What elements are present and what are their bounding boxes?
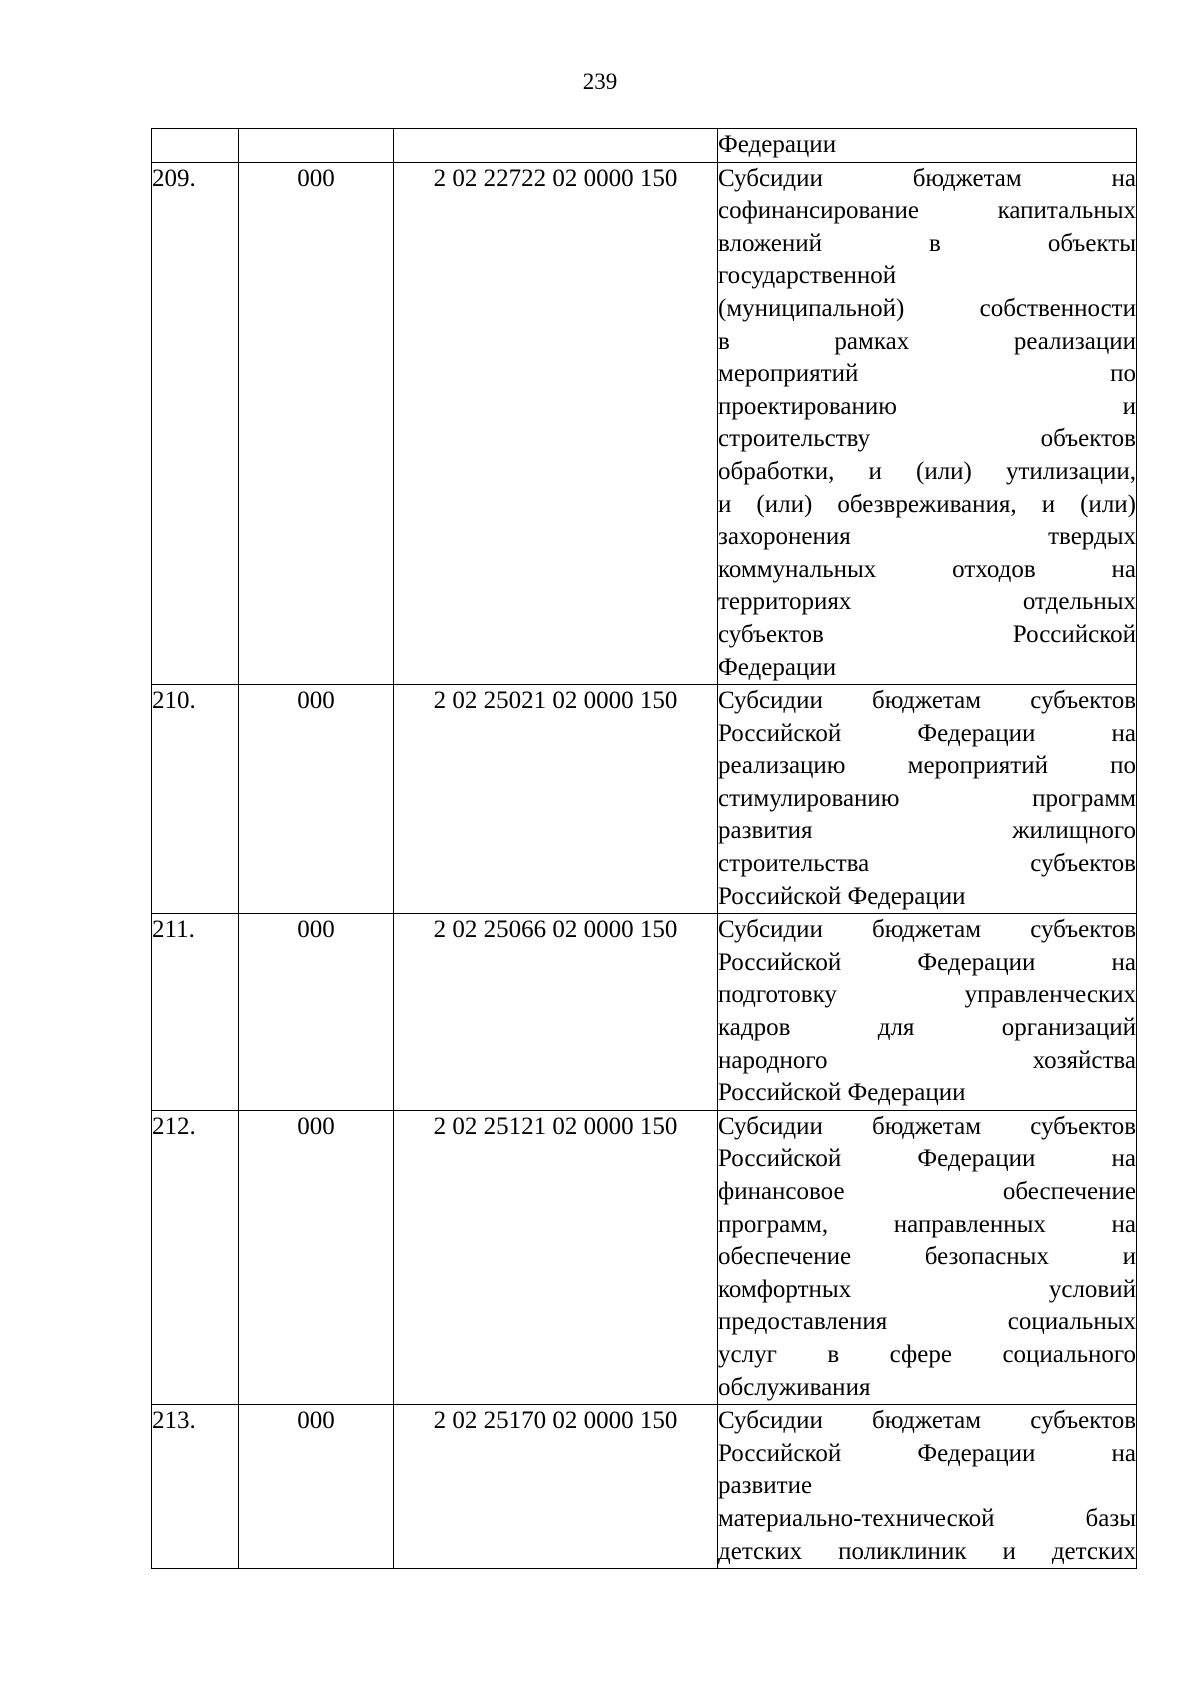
name-line: Российской Федерации	[718, 882, 966, 910]
name-line: развития жилищного	[718, 817, 1136, 845]
admin-code-cell: 000	[239, 1405, 394, 1569]
name-line: государственной	[718, 262, 897, 290]
name-line: Российской Федерации на	[718, 1439, 1136, 1467]
admin-code-cell: 000	[239, 914, 394, 1111]
name-line: (муниципальной) собственности	[718, 294, 1136, 322]
name-line: Российской Федерации на	[718, 719, 1136, 747]
admin-code-cell	[239, 129, 394, 163]
name-line: строительству объектов	[718, 425, 1136, 453]
name-line: детских поликлиник и детских	[718, 1537, 1136, 1565]
name-line: развитие	[718, 1472, 813, 1500]
name-line: материально-технической базы	[718, 1504, 1136, 1532]
row-number-cell	[152, 129, 239, 163]
row-number-cell: 213.	[152, 1405, 239, 1569]
name-line: Субсидии бюджетам субъектов	[718, 916, 1136, 944]
name-line: Российской Федерации	[718, 1079, 966, 1107]
budget-code-cell: 2 02 25021 02 0000 150	[394, 685, 718, 914]
page-number: 239	[582, 69, 618, 94]
budget-code-cell	[394, 129, 718, 163]
row-number-cell: 212.	[152, 1110, 239, 1404]
table-row	[152, 685, 1137, 914]
admin-code-cell: 000	[239, 1110, 394, 1404]
table-body	[152, 129, 1137, 1569]
budget-classification-table	[151, 128, 1137, 1569]
row-number-cell: 209.	[152, 162, 239, 685]
budget-code-cell: 2 02 25066 02 0000 150	[394, 914, 718, 1111]
budget-code-cell: 2 02 22722 02 0000 150	[394, 162, 718, 685]
name-line: в рамках реализации	[718, 327, 1136, 355]
row-number-cell: 210.	[152, 685, 239, 914]
name-line: реализацию мероприятий по	[718, 752, 1136, 780]
name-line: софинансирование капитальных	[718, 197, 1136, 225]
name-line: кадров для организаций	[718, 1014, 1136, 1042]
name-line: программ, направленных на	[718, 1210, 1136, 1238]
name-cell	[718, 129, 1137, 163]
name-line: обеспечение безопасных и	[718, 1243, 1136, 1271]
name-line: проектированию и	[718, 392, 1136, 420]
name-line: коммунальных отходов на	[718, 555, 1136, 583]
name-line: территориях отдельных	[718, 588, 1136, 616]
name-line: обработки, и (или) утилизации,	[718, 457, 1136, 485]
name-line: подготовку управленческих	[718, 981, 1136, 1009]
name-line: финансовое обеспечение	[718, 1178, 1136, 1205]
name-line: субъектов Российской	[718, 620, 1136, 648]
table-row	[152, 914, 1137, 1111]
table-row	[152, 1405, 1137, 1569]
name-line: Субсидии бюджетам субъектов	[718, 687, 1136, 715]
name-line: предоставления социальных	[718, 1308, 1136, 1336]
name-line: народного хозяйства	[718, 1046, 1136, 1074]
name-line: Субсидии бюджетам на	[718, 164, 1136, 192]
name-line: Субсидии бюджетам субъектов	[718, 1112, 1136, 1140]
name-line: строительства субъектов	[718, 850, 1136, 878]
name-line: вложений в объекты	[718, 229, 1136, 257]
name-cell	[718, 1405, 1137, 1569]
name-line: услуг в сфере социального	[718, 1340, 1136, 1368]
table-row	[152, 1110, 1137, 1404]
name-line: стимулированию программ	[718, 784, 1136, 812]
admin-code-cell: 000	[239, 162, 394, 685]
name-line: Российской Федерации на	[718, 948, 1136, 976]
budget-code-cell: 2 02 25170 02 0000 150	[394, 1405, 718, 1569]
name-line: и (или) обезвреживания, и (или)	[718, 490, 1136, 518]
admin-code-cell: 000	[239, 685, 394, 914]
name-line: Федерации	[718, 131, 837, 158]
name-line: Российской Федерации на	[718, 1145, 1136, 1173]
name-line: Федерации	[718, 653, 837, 681]
row-number-cell: 211.	[152, 914, 239, 1111]
table-row	[152, 129, 1137, 163]
name-cell	[718, 685, 1137, 914]
name-line: мероприятий по	[718, 360, 1136, 388]
name-line: комфортных условий	[718, 1275, 1136, 1303]
table-row	[152, 162, 1137, 685]
name-cell	[718, 914, 1137, 1111]
name-cell	[718, 1110, 1137, 1404]
name-line: Субсидии бюджетам субъектов	[718, 1407, 1136, 1435]
name-line: захоронения твердых	[718, 523, 1136, 551]
name-cell	[718, 162, 1137, 685]
budget-code-cell: 2 02 25121 02 0000 150	[394, 1110, 718, 1404]
name-line: обслуживания	[718, 1373, 871, 1401]
